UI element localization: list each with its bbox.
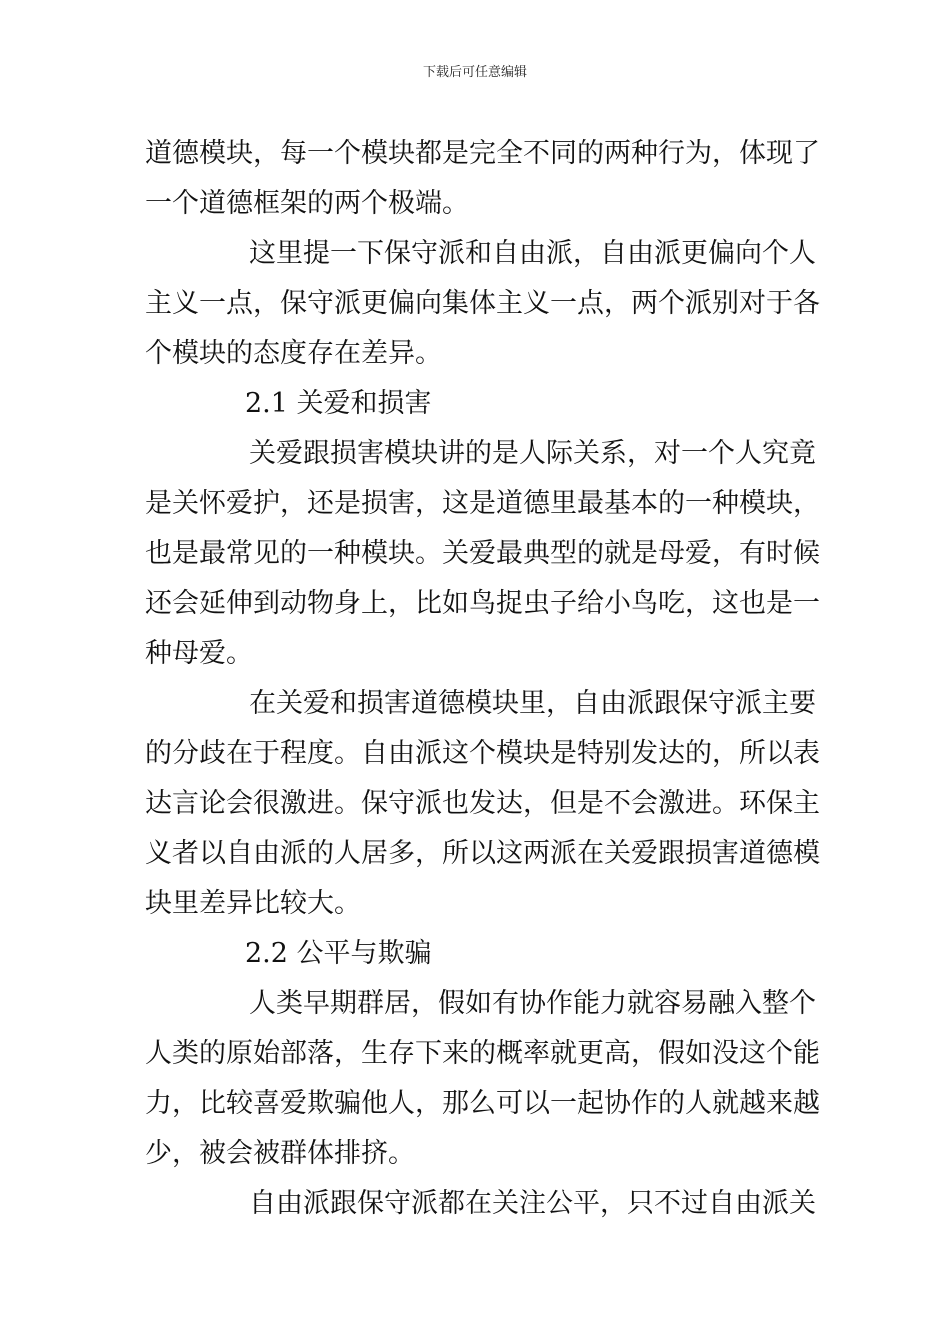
body-text-line: 的分歧在于程度。自由派这个模块是特别发达的，所以表	[145, 738, 820, 769]
body-text-line: 种母爱。	[145, 638, 253, 669]
body-text-line: 达言论会很激进。保守派也发达，但是不会激进。环保主	[145, 788, 820, 819]
body-text-line: 关爱跟损害模块讲的是人际关系，对一个人究竟	[249, 438, 816, 469]
body-text-line: 一个道德框架的两个极端。	[145, 188, 469, 219]
body-text-line: 是关怀爱护，还是损害，这是道德里最基本的一种模块，	[145, 488, 820, 519]
body-text-line: 自由派跟保守派都在关注公平，只不过自由派关	[249, 1188, 816, 1219]
body-text-line: 还会延伸到动物身上，比如鸟捉虫子给小鸟吃，这也是一	[145, 588, 820, 619]
body-text-line: 人类早期群居，假如有协作能力就容易融入整个	[249, 988, 816, 1019]
section-heading: 2.1 关爱和损害	[245, 388, 432, 419]
body-text-line: 个模块的态度存在差异。	[145, 338, 442, 369]
body-text-line: 在关爱和损害道德模块里，自由派跟保守派主要	[249, 688, 816, 719]
body-text-line: 力，比较喜爱欺骗他人，那么可以一起协作的人就越来越	[145, 1088, 820, 1119]
body-text-line: 也是最常见的一种模块。关爱最典型的就是母爱，有时候	[145, 538, 820, 569]
body-text-line: 这里提一下保守派和自由派，自由派更偏向个人	[249, 238, 816, 269]
body-text-line: 义者以自由派的人居多，所以这两派在关爱跟损害道德模	[145, 838, 820, 869]
page-header: 下载后可任意编辑	[422, 65, 527, 80]
document-body	[145, 129, 820, 1229]
body-text-line: 块里差异比较大。	[145, 888, 361, 919]
body-text-line: 道德模块，每一个模块都是完全不同的两种行为，体现了	[145, 138, 820, 169]
body-text-line: 人类的原始部落，生存下来的概率就更高，假如没这个能	[145, 1038, 820, 1069]
section-heading: 2.2 公平与欺骗	[245, 938, 432, 969]
body-text-line: 主义一点，保守派更偏向集体主义一点，两个派别对于各	[145, 288, 820, 319]
body-text-line: 少，被会被群体排挤。	[145, 1138, 415, 1169]
